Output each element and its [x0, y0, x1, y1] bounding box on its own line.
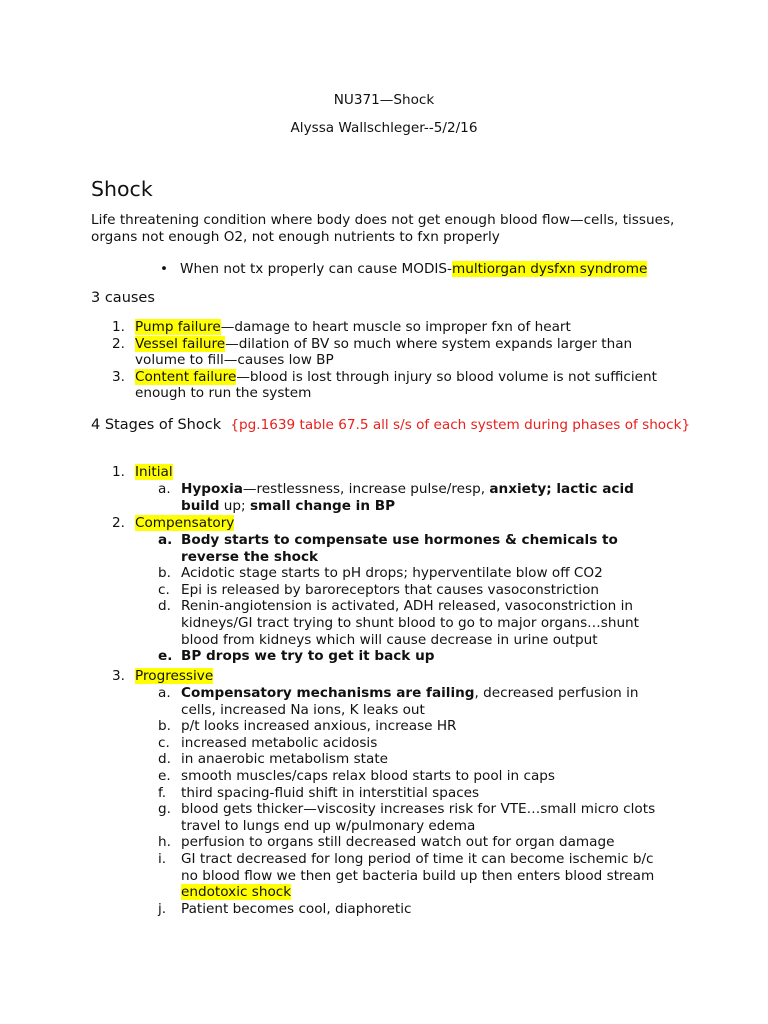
stage-progressive: 3. Progressive: [112, 668, 214, 684]
intro-paragraph: Life threatening condition where body does not get enough blood flow—cells, tissues, organs not enough O2, not enough nutrients to fxn properly: [91, 212, 675, 245]
list-item: a. Compensatory mechanisms are failing, decreased perfusion in cells, increased Na ions, K leaks out: [158, 685, 639, 718]
list-item: a. Hypoxia—restlessness, increase pulse/resp, anxiety; lactic acid build up; small change in BP: [158, 481, 634, 514]
list-item: d. in anaerobic metabolism state: [158, 751, 389, 768]
bullet-text: When not tx properly can cause MODIS-multiorgan dysfxn syndrome: [180, 261, 648, 277]
list-item: d. Renin-angiotension is activated, ADH released, vasoconstriction in kidneys/GI tract trying to shunt blood to go to major organs…shunt blood from kidneys which will cause decrease in urine output: [158, 598, 639, 648]
list-item: g. blood gets thicker—viscosity increases risk for VTE…small micro clots travel to lungs end up w/pulmonary edema: [158, 801, 656, 834]
section-heading-shock: Shock: [91, 177, 153, 201]
bullet-marker: •: [160, 261, 169, 277]
course-title: NU371—Shock: [333, 92, 435, 108]
stage3-list: [158, 685, 658, 917]
list-item: j. Patient becomes cool, diaphoretic: [158, 900, 412, 917]
list-item: e. smooth muscles/caps relax blood starts to pool in caps: [158, 767, 556, 784]
list-item: b. p/t looks increased anxious, increase HR: [158, 718, 457, 735]
stage-label: Compensatory: [135, 515, 235, 531]
list-item: f. third spacing-fluid shift in interstitial spaces: [158, 784, 480, 801]
highlight-endotoxic-shock: endotoxic shock: [181, 884, 292, 901]
stages-heading: 4 Stages of Shock {pg.1639 table 67.5 all s/s of each system during phases of shock}: [91, 417, 691, 433]
highlight-multiorgan: multiorgan dysfxn syndrome: [451, 261, 648, 277]
stage1-list: [158, 481, 658, 514]
stage-initial: 1. Initial: [112, 464, 173, 480]
highlight-content-failure: Content failure: [135, 368, 237, 385]
causes-list: [112, 319, 672, 402]
author-line: Alyssa Wallschleger--5/2/16: [290, 120, 478, 136]
highlight-vessel-failure: Vessel failure: [135, 335, 226, 352]
stage-label: Progressive: [135, 668, 214, 684]
list-item: c. Epi is released by baroreceptors that causes vasoconstriction: [158, 581, 600, 598]
list-item: 1. Pump failure—damage to heart muscle so improper fxn of heart: [112, 319, 571, 335]
list-item: b. Acidotic stage starts to pH drops; hyperventilate blow off CO2: [158, 565, 603, 582]
highlight-pump-failure: Pump failure: [135, 319, 221, 335]
list-item: 2. Vessel failure—dilation of BV so much where system expands larger than volume to fill—causes low BP: [112, 335, 633, 369]
stage-compensatory: 2. Compensatory: [112, 515, 235, 531]
causes-heading: 3 causes: [91, 290, 155, 306]
list-item: e. BP drops we try to get it back up: [158, 648, 435, 665]
list-item: 3. Content failure—blood is lost through injury so blood volume is not sufficient enough to run the system: [112, 368, 657, 402]
stages-note: {pg.1639 table 67.5 all s/s of each system during phases of shock}: [230, 417, 691, 433]
stage2-list: [158, 532, 658, 665]
list-item: c. increased metabolic acidosis: [158, 734, 378, 751]
list-item: h. perfusion to organs still decreased watch out for organ damage: [158, 834, 615, 851]
list-item: i. GI tract decreased for long period of time it can become ischemic b/c no blood flow we then get bacteria build up then enters blood stream endotoxic shock: [158, 850, 655, 901]
list-item: a. Body starts to compensate use hormones & chemicals to reverse the shock: [158, 532, 618, 565]
stage-label: Initial: [135, 464, 173, 480]
